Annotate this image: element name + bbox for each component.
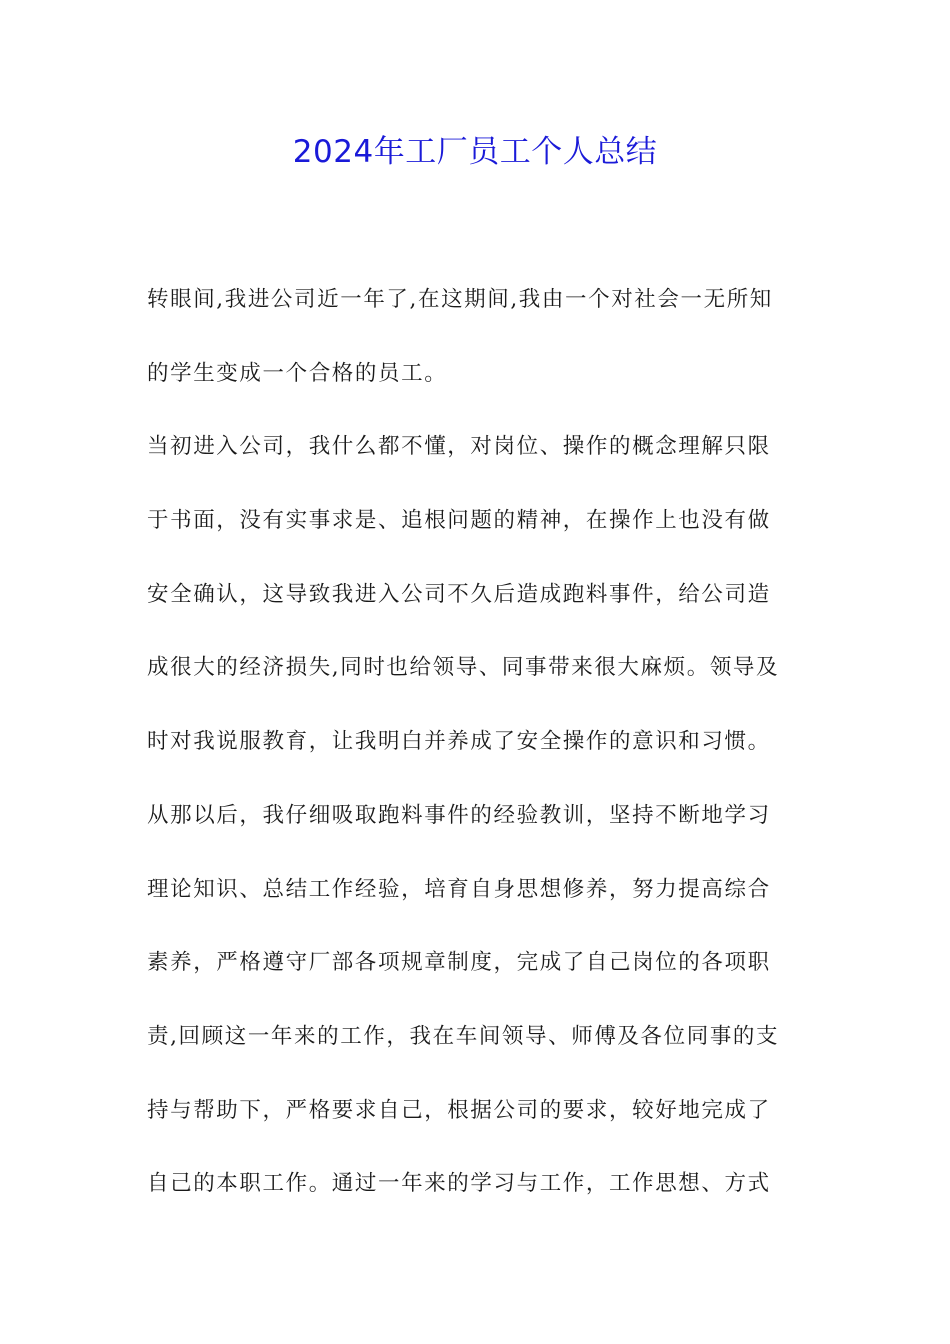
text-line: 自己的本职工作。通过一年来的学习与工作，工作思想、方式 <box>147 1171 771 1197</box>
text-line: 转眼间,我进公司近一年了,在这期间,我由一个对社会一无所知 <box>147 287 773 312</box>
text-line: 时对我说服教育，让我明白并养成了安全操作的意识和习惯。 <box>147 729 771 755</box>
document-title: 2024年工厂员工个人总结 <box>292 134 658 170</box>
text-line: 持与帮助下，严格要求自己，根据公司的要求，较好地完成了 <box>147 1097 771 1123</box>
text-line: 素养，严格遵守厂部各项规章制度，完成了自己岗位的各项职 <box>147 950 771 976</box>
text-line: 从那以后，我仔细吸取跑料事件的经验教训，坚持不断地学习 <box>147 802 771 828</box>
text-line: 的学生变成一个合格的员工。 <box>147 360 448 386</box>
text-line: 责,回顾这一年来的工作，我在车间领导、师傅及各位同事的支 <box>147 1023 780 1049</box>
text-line: 于书面，没有实事求是、追根问题的精神，在操作上也没有做 <box>147 508 771 534</box>
text-line: 安全确认，这导致我进入公司不久后造成跑料事件，给公司造 <box>147 581 771 607</box>
text-line: 成很大的经济损失,同时也给领导、同事带来很大麻烦。领导及 <box>147 655 780 681</box>
document-body <box>147 263 807 1221</box>
text-line: 理论知识、总结工作经验，培育自身思想修养，努力提高综合 <box>147 876 771 902</box>
text-line: 当初进入公司，我什么都不懂，对岗位、操作的概念理解只限 <box>147 434 771 460</box>
